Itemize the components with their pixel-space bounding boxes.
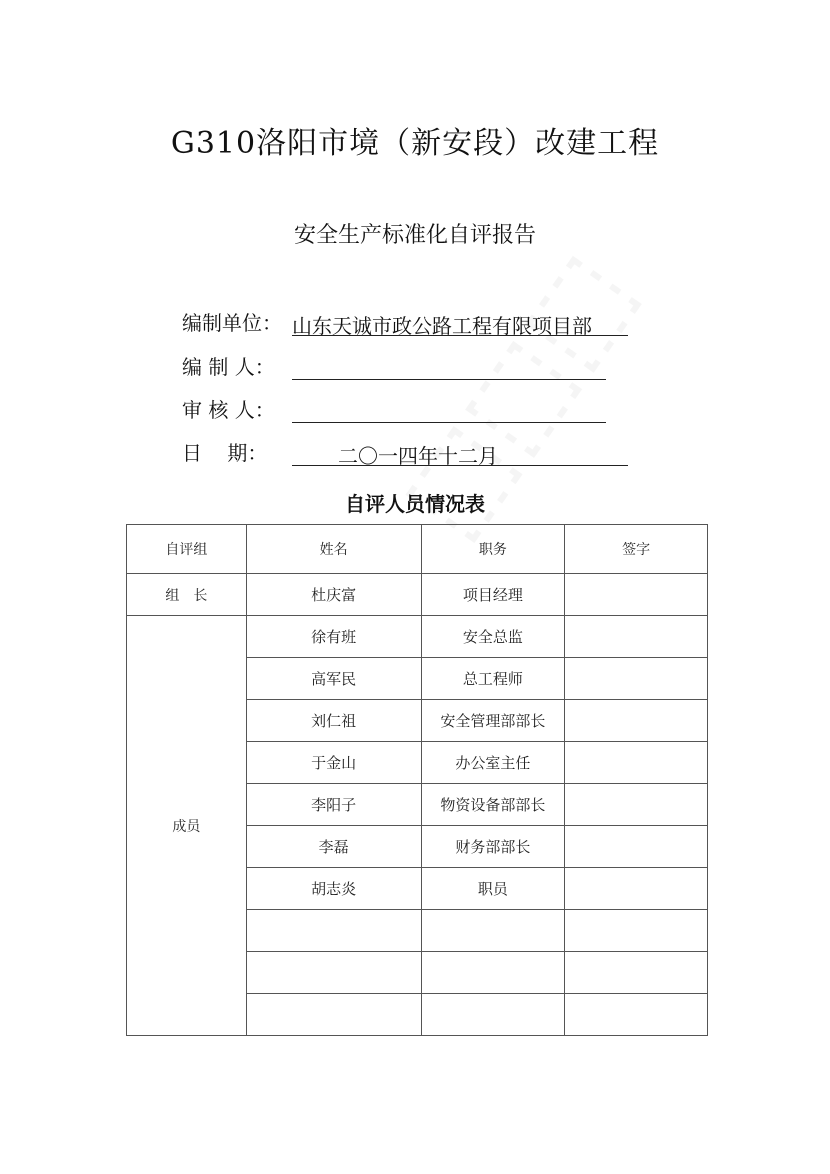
- form-row-reviewer: [182, 393, 606, 423]
- signature-cell: [565, 994, 708, 1036]
- group-cell: 成员: [127, 616, 247, 1036]
- name-cell: [246, 994, 421, 1036]
- reviewer-field: [292, 397, 606, 423]
- signature-cell: [565, 658, 708, 700]
- position-cell: [421, 952, 565, 994]
- signature-cell: [565, 784, 708, 826]
- date-label: 日 期：: [182, 441, 268, 465]
- name-cell: [246, 952, 421, 994]
- form-row-unit: [182, 306, 628, 336]
- signature-cell: [565, 868, 708, 910]
- header-group: 自评组: [127, 525, 247, 574]
- position-cell: 总工程师: [421, 658, 565, 700]
- signature-cell: [565, 952, 708, 994]
- signature-cell: [565, 616, 708, 658]
- reviewer-label: 审 核 人：: [182, 398, 275, 422]
- name-cell: 李磊: [246, 826, 421, 868]
- group-cell: 组 长: [127, 574, 247, 616]
- signature-cell: [565, 910, 708, 952]
- unit-label: 编制单位：: [182, 311, 282, 335]
- table-title: 自评人员情况表: [345, 492, 485, 516]
- header-signature: 签字: [565, 525, 708, 574]
- name-cell: 徐有班: [246, 616, 421, 658]
- document-title: G310洛阳市境（新安段）改建工程: [170, 126, 660, 161]
- name-cell: 杜庆富: [246, 574, 421, 616]
- name-cell: 李阳子: [246, 784, 421, 826]
- date-value: 二〇一四年十二月: [292, 440, 628, 466]
- name-cell: 于金山: [246, 742, 421, 784]
- position-cell: 职员: [421, 868, 565, 910]
- author-label: 编 制 人：: [182, 355, 275, 379]
- name-cell: 高军民: [246, 658, 421, 700]
- position-cell: [421, 910, 565, 952]
- document-subtitle: 安全生产标准化自评报告: [293, 223, 536, 248]
- name-cell: 胡志炎: [246, 868, 421, 910]
- form-row-date: [182, 436, 628, 466]
- position-cell: 财务部部长: [421, 826, 565, 868]
- position-cell: 项目经理: [421, 574, 565, 616]
- name-cell: 刘仁祖: [246, 700, 421, 742]
- table-row: [127, 616, 708, 658]
- header-position: 职务: [421, 525, 565, 574]
- name-cell: [246, 910, 421, 952]
- unit-value: 山东天诚市政公路工程有限项目部: [292, 310, 628, 336]
- position-cell: [421, 994, 565, 1036]
- personnel-table: [126, 524, 708, 1036]
- header-name: 姓名: [246, 525, 421, 574]
- signature-cell: [565, 574, 708, 616]
- author-field: [292, 354, 606, 380]
- signature-cell: [565, 700, 708, 742]
- signature-cell: [565, 826, 708, 868]
- position-cell: 办公室主任: [421, 742, 565, 784]
- form-row-author: [182, 350, 606, 380]
- table-row-leader: [127, 574, 708, 616]
- position-cell: 安全总监: [421, 616, 565, 658]
- signature-cell: [565, 742, 708, 784]
- table-header-row: [127, 525, 708, 574]
- position-cell: 安全管理部部长: [421, 700, 565, 742]
- position-cell: 物资设备部部长: [421, 784, 565, 826]
